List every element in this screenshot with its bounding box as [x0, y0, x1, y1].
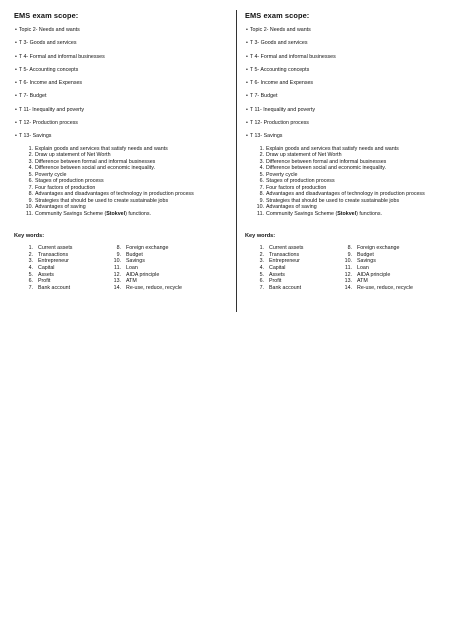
outcome-item: 11. Community Savings Scheme (Stokvel) functions.	[26, 210, 152, 217]
topic-item: • T 7- Budget	[246, 93, 278, 100]
keywords-title: Key words:	[245, 233, 276, 240]
outcome-item: 9. Strategies that should be used to create sustainable jobs	[259, 197, 400, 204]
scope-column-right	[245, 11, 467, 291]
outcome-item: 2. Draw up statement of Net Worth	[259, 152, 342, 159]
outcome-item: 8. Advantages and disadvantages of technology in production process	[28, 191, 194, 198]
topic-item: • T 6- Income and Expenses	[246, 80, 314, 87]
outcome-list	[245, 146, 467, 218]
keyword-item: 3. Entrepreneur	[28, 258, 69, 265]
topic-item: • Topic 2- Needs and wants	[15, 27, 80, 33]
scope-title: EMS exam scope:	[245, 11, 310, 20]
keyword-item: 14. Re-use, reduce, recycle	[344, 284, 413, 291]
topic-item: • T 3- Goods and services	[15, 40, 77, 47]
outcome-item: 3. Difference between formal and informal businesses	[259, 158, 387, 165]
outcome-item: 1. Explain goods and services that satisfy needs and wants	[28, 145, 168, 152]
bullet-icon: •	[15, 27, 17, 33]
outcome-item: 2. Draw up statement of Net Worth	[28, 152, 111, 159]
scope-column-left	[14, 11, 236, 291]
topic-item: • T 5- Accounting concepts	[246, 66, 310, 73]
topic-list	[14, 27, 236, 140]
bullet-icon: •	[15, 80, 17, 87]
keyword-item: 10. Savings	[344, 258, 376, 265]
outcome-item: 11. Community Savings Scheme (Stokvel) functions.	[257, 210, 383, 217]
topic-item: • T 4- Formal and informal businesses	[246, 53, 336, 60]
keywords-column-2	[333, 245, 413, 291]
topic-item: • Topic 2- Needs and wants	[246, 27, 311, 33]
bullet-icon: •	[15, 120, 17, 127]
topic-item: • T 11- Inequality and poverty	[246, 106, 316, 113]
bullet-icon: •	[15, 53, 17, 60]
outcome-item: 9. Strategies that should be used to create sustainable jobs	[28, 197, 169, 204]
outcome-item: 5. Poverty cycle	[259, 171, 298, 178]
outcome-list	[14, 146, 236, 218]
bullet-icon: •	[15, 66, 17, 73]
keyword-item: 4. Capital	[259, 264, 286, 271]
scope-title: EMS exam scope:	[14, 11, 79, 20]
topic-item: • T 13- Savings	[15, 133, 52, 140]
topic-item: • T 4- Formal and informal businesses	[15, 53, 105, 60]
outcome-item: 10. Advantages of saving	[25, 204, 86, 211]
keywords-grid	[14, 245, 236, 291]
keyword-item: 8. Foreign exchange	[116, 245, 169, 252]
bullet-icon: •	[15, 106, 17, 113]
keyword-item: 13. ATM	[344, 278, 368, 285]
keyword-item: 5. Assets	[259, 271, 285, 278]
topic-item: • T 12- Production process	[15, 120, 78, 127]
bullet-icon: •	[246, 66, 248, 73]
bullet-icon: •	[246, 80, 248, 87]
keyword-item: 4. Capital	[28, 264, 55, 271]
outcome-item: 8. Advantages and disadvantages of technology in production process	[259, 191, 425, 198]
keyword-item: 12. AIDA principle	[344, 271, 391, 278]
outcome-item: 7. Four factors of production	[28, 184, 96, 191]
keyword-item: 11. Loan	[114, 264, 138, 271]
topic-item: • T 13- Savings	[246, 133, 283, 140]
topic-list	[245, 27, 467, 140]
keyword-item: 9. Budget	[116, 251, 143, 258]
outcome-item: 10. Advantages of saving	[256, 204, 317, 211]
keyword-item: 11. Loan	[345, 264, 369, 271]
keyword-item: 13. ATM	[113, 278, 137, 285]
keywords-grid	[245, 245, 467, 291]
topic-item: • T 12- Production process	[246, 120, 309, 127]
keywords-column-1	[245, 245, 333, 291]
topic-item: • T 6- Income and Expenses	[15, 80, 83, 87]
bullet-icon: •	[246, 40, 248, 47]
keyword-item: 3. Entrepreneur	[259, 258, 300, 265]
bullet-icon: •	[246, 93, 248, 100]
bullet-icon: •	[15, 133, 17, 140]
keywords-column-2	[102, 245, 182, 291]
keyword-item: 12. AIDA principle	[113, 271, 160, 278]
bullet-icon: •	[246, 106, 248, 113]
bullet-icon: •	[15, 40, 17, 47]
topic-item: • T 11- Inequality and poverty	[15, 106, 85, 113]
topic-item: • T 5- Accounting concepts	[15, 66, 79, 73]
keyword-item: 10. Savings	[113, 258, 145, 265]
keyword-item: 7. Bank account	[28, 284, 71, 291]
keyword-item: 9. Budget	[347, 251, 374, 258]
keyword-item: 14. Re-use, reduce, recycle	[113, 284, 182, 291]
keyword-item: 1. Current assets	[28, 245, 73, 252]
column-divider	[236, 10, 237, 312]
keyword-item: 2. Transactions	[28, 251, 69, 258]
outcome-item: 6. Stages of production process	[259, 178, 335, 185]
topic-item: • T 3- Goods and services	[246, 40, 308, 47]
outcome-item: 4. Difference between social and economic inequality.	[259, 165, 386, 172]
keyword-item: 5. Assets	[28, 271, 54, 278]
keyword-item: 8. Foreign exchange	[347, 245, 400, 252]
bullet-icon: •	[15, 93, 17, 100]
bullet-icon: •	[246, 53, 248, 60]
keyword-item: 7. Bank account	[259, 284, 302, 291]
bullet-icon: •	[246, 120, 248, 127]
keywords-title: Key words:	[14, 233, 45, 240]
outcome-item: 6. Stages of production process	[28, 178, 104, 185]
keyword-item: 1. Current assets	[259, 245, 304, 252]
bullet-icon: •	[246, 133, 248, 140]
topic-item: • T 7- Budget	[15, 93, 47, 100]
keyword-item: 6. Profit	[28, 278, 51, 285]
keywords-column-1	[14, 245, 102, 291]
outcome-item: 3. Difference between formal and informal businesses	[28, 158, 156, 165]
keyword-item: 2. Transactions	[259, 251, 300, 258]
bullet-icon: •	[246, 27, 248, 33]
outcome-item: 1. Explain goods and services that satisfy needs and wants	[259, 145, 399, 152]
outcome-item: 5. Poverty cycle	[28, 171, 67, 178]
outcome-item: 4. Difference between social and economic inequality.	[28, 165, 155, 172]
keyword-item: 6. Profit	[259, 278, 282, 285]
outcome-item: 7. Four factors of production	[259, 184, 327, 191]
